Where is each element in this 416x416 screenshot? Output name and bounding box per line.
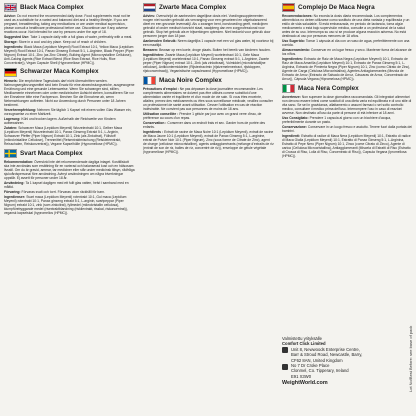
- ie-address-line: Clonmel, Co. Tipperary, Ireland: [291, 368, 349, 374]
- storage-block: Lagerung:Kühl und trocken lagern. Außerhalb der Reichweite von Kindern aufbewahren.: [4, 116, 116, 126]
- storage-block: Conservazione:Conservare in un luogo fresco e asciutto. Tenere fuori dalla portata dei bambini.: [282, 125, 412, 134]
- section-title: Maca Nera Complex: [298, 84, 359, 92]
- ingredients-block: Zutaten:Schwarzer Maca (Lepidium Meyenii) Wurzelextrakt 10:1, Gelber Maca (Lepidium Meyenii) Wurzelextrakt 10:1, Panax Ginseng Extrakt 5:1, L-Arginin, Schwarzer Pfeffer (Piper Nigrum) Extrakt 10:1, Zink (als Zinkcitrat), Füllstoff (mikrokristalline Cellulose), Trennmittel (Reisextraktmischung (Reiskleieextrakt, Reisschalen, Reiskonzentrat)), Vegane Kapselhülle (Hypromellose (HPMC)).: [4, 125, 123, 147]
- section-header: [4, 68, 135, 77]
- advice-block: Rekommendation:Överskrid inte det rekommenderade dagliga intaget. Kosttillskott ska inte användas som ersättning för en varierad och balanserad kost och en hälsosam livsstil. Om du är gravid, ammar, tar mediciner eller står under medicinsk tillsyn, rådfråga sjukvårdspersonal före användning. Avbryt användningen om några biverkningar uppstår. Ej avsett för personer under 18 år.: [4, 160, 135, 181]
- section-de: [4, 68, 135, 146]
- ingredients-block: Ingredienti:Estratto di radice di Maca Nera (Lepidium Meyenii) 10:1, Estratto di radice di Maca Gialla (Lepidium Meyenii) 10:1, Estratto di Panax Ginseng 5:1, L-Arginina, Estratto di Pepe Nero (Piper Nigrum) 10:1, Zinco (come Citrato di Zinco), Agente di carica (Cellulosa Microcristallina), Antiagglomeranti (Miscela di Estratti di Riso (Estratto di Crusca di Riso, Lolla di Riso, Concentrato di Riso)), Capsula Vegana (Ipromellosa (HPMC)).: [282, 133, 411, 159]
- uk-marker-icon: [282, 347, 288, 353]
- section-header: [282, 3, 413, 12]
- section-es: [282, 3, 413, 81]
- france-flag-icon: [143, 76, 156, 85]
- uk-address-line: Barr & Stroud Road, Newcastle, Barry,: [291, 352, 363, 358]
- advice-block: Avvertenze:Non superare la dose giornaliera raccomandata. Gli integratori alimentari non devono essere intesi come sostituti di una dieta varia ed equilibrata e di uno stile di vita sano. Se sei in gravidanza, allattamento o assumi farmaci o sei sotto controllo medico, consultare il medico prima dell'uso. Interrompere l'uso in caso di reazioni avverse. Non destinato all'uso da parte di persone di età inferiore ai 18 anni.: [282, 95, 412, 116]
- ie-marker-icon: [282, 364, 288, 370]
- company-name: Comfort Click Limited: [282, 341, 326, 347]
- italy-flag-icon: [282, 84, 295, 93]
- ie-address-line: E91 X3W0: [291, 373, 312, 379]
- ingredients-block: Ingredientes:Extracto de Raíz de Maca Negra (Lepidium Meyenii) 10:1, Extracto de Raíz de Maca Amarilla (Lepidium Meyenii) 10:1, Extracto de Panax Ginseng 5:1, L-Arginina, Extracto de Pimienta Negra (Piper Nigrum) 10:1, Zinc (como Citrato de Zinc), Agente de Carga (Celulosa Microcristalina), Agentes Antiaglomerantes (Mezcla de Extracto de Arroz (Extracto de Salvado de Arroz, Cáscaras de Arroz, Concentrado de Arroz)), Cápsula Vegana (Hipromelosa (HPMC)).: [282, 56, 411, 82]
- suggested-use-block: Uso Sugerido:Tomar 1 cápsula al día con un vaso de agua, preferiblemente con una comida.: [282, 39, 410, 48]
- column-left: [4, 3, 135, 413]
- section-header: [143, 76, 274, 85]
- uk-address-line: Unit 8, Newwoods Enterprise Centre,: [291, 346, 360, 352]
- section-title: Schwarzer Maca Komplex: [20, 68, 99, 76]
- germany-flag-icon: [4, 68, 17, 77]
- lot-area: [376, 296, 416, 392]
- storage-block: Förvaring:Förvaras svalt och torrt. Förvaras utom räckhåll för barn.: [4, 190, 105, 195]
- ingredients-block: Ingredienser:Svart maca (Lepidium Meyenii) rotextrakt 10:1, Gul maca (Lepidium Meyenii) rotextrakt 10:1, Panax ginseng extrakt 5:1, L-arginin, svartpeppar (Piper Nigrum) extrakt 10:1, zink (som zinkcitrat), fyllmedel (mikrokristallin cellulosa), klumpförebyggande medel (risextraktblandning (riskliextrakt, risskal, riskoncentrat)), vegansk kapselskal (hypromellos (HPMC)).: [4, 194, 128, 216]
- advice-block: Advies:Overschrijd de aanbevolen dagelijkse dosis niet. Voedingssupplementen mogen niet worden gebruikt als vervanging voor een gevarieerd en uitgebalanceerd dieet en een gezonde levensstijl. Als u zwanger bent, borstvoeding geeft, medicijnen gebruikt of onder medisch toezicht staat, raadpleeg dan een zorgprofessional voor gebruik. Stop het gebruik als er bijwerkingen optreden. Niet bedoeld voor gebruik door personen jonger dan 18 jaar.: [143, 14, 271, 39]
- uk-flag-icon: [4, 3, 17, 12]
- uk-address-line: CF62 8AN, United Kingdom: [291, 357, 343, 363]
- section-title: Svart Maca Complex: [20, 149, 83, 157]
- spain-flag-icon: [282, 3, 295, 12]
- lot-number-text: Lot No/Best Before: see base of pack: [408, 325, 413, 392]
- suggested-use-block: Aanbevolen Gebruik:Neem dagelijks 1 capsule met een vol glas water, bij voorkeur bij een maaltijd.: [143, 39, 274, 48]
- section-gb: [4, 3, 135, 65]
- storage-block: Storage:Store in a cool and dry place. Keep out of reach of children.: [4, 39, 107, 44]
- advice-block: Précautions d'emploi :Ne pas dépasser la dose journalière recommandée. Les compléments alimentaires ne doivent pas être utilisés comme substitut d'une alimentation variée et équilibrée et d'un mode de vie sain. Si vous êtes enceinte, allaitez, prenez des médicaments ou êtes sous surveillance médicale, veuillez consulter un professionnel de santé avant utilisation. Cesser l'utilisation en cas de réaction indésirable. Ne convient pas aux personnes de moins de 18 ans.: [143, 87, 273, 112]
- advice-block: Hinweis:Die empfohlene Tagesdosis darf nicht überschritten werden. Nahrungsergänzungsmittel sind kein Ersatz für eine abwechslungsreiche, ausgewogene Ernährung und eine gesunde Lebensweise. Wenn Sie schwanger sind, stillen, Medikamente einnehmen oder unter medizinischer Aufsicht stehen, konsultieren Sie vor der Einnahme bitte eine Fachperson. Brechen Sie die Einnahme ab, wenn Nebenwirkungen auftreten. Nicht zur Anwendung durch Personen unter 18 Jahren bestimmt.: [4, 78, 135, 108]
- section-title: Complejo De Maca Negra: [298, 3, 375, 11]
- section-header: [282, 84, 413, 93]
- section-header: [4, 149, 135, 158]
- section-nl: [143, 3, 274, 73]
- advice-block: Recomendaciones:No exceda la dosis diaria recomendada. Los complementos alimenticios no deben utilizarse como sustituto de una dieta variada y equilibrada y un estilo de vida saludable. Si está embarazada, en periodo de lactancia, toma algún medicamento o está bajo supervisión médica, consulte a un profesional de la salud antes de su uso. Interrumpa su uso si se produce alguna reacción adversa. No está destinado al uso por personas menores de 18 años.: [282, 14, 410, 39]
- column-middle: [143, 3, 274, 413]
- made-for-label: Valmistettu yrityksälle: [282, 336, 322, 341]
- suggested-use-block: Suggested Use:Take 1 capsule daily with a full glass of water, preferably with a meal.: [4, 35, 133, 40]
- storage-block: Almacenamiento:Conservar en un lugar fresco y seco. Mantener fuera del alcance de los niños.: [282, 47, 412, 57]
- section-se: [4, 149, 135, 215]
- netherlands-flag-icon: [143, 3, 156, 12]
- section-it: [282, 84, 413, 158]
- section-title: Maca Noire Complex: [159, 76, 222, 84]
- website-link[interactable]: WeightWorld.com: [282, 380, 328, 387]
- suggested-use-block: Uso Consigliato:Prendere 1 capsula al giorno con un bicchiere d'acqua, preferibilmente durante un pasto.: [282, 116, 392, 125]
- section-header: [143, 3, 274, 12]
- section-fr: [143, 76, 274, 154]
- ingredients-block: Ingrediënten:Zwarte Maca (Lepidium Meyenii) wortelextract 10:1, Gele Maca (Lepidium Meyenii) wortelextract 10:1, Panax Ginseng extract 5:1, L-Arginine, Zwarte peper (Piper Nigrum) extract 10:1, Zink (als zinkcitraat), Vulmiddel (microkristallijne cellulose), Antiklontermiddelen (Rijstextractmix (rijstzemelenextract, rijstdoppen, rijstconcentraat)), Veganistische capsulewand (Hypromellose (HPMC)).: [143, 52, 270, 73]
- storage-block: Conservation :Conserver dans un endroit frais et sec. Garder hors de portée des enfants.: [143, 121, 265, 130]
- suggested-use-block: Verzehrempfehlung:Nehmen Sie täglich 1 Kapsel mit einem vollen Glas Wasser ein, vorzugsweise zu einer Mahlzeit.: [4, 108, 132, 117]
- storage-block: Bewaren:Bewaar op een koele, droge plaats. Buiten het bereik van kinderen houden.: [143, 47, 271, 52]
- ingredients-block: Ingrédients :Extrait de racine de Maca Noire 10:1 (Lepidium Meyenii), extrait de racine de Maca Jaune 10:1 (Lepidium Meyenii), extrait de Panax Ginseng 5:1, L-arginine, extrait de Poivre Noir 10:1 (Piper Nigrum), Zinc (sous forme de Citrate de Zinc), agent de charge (cellulose microcristalline), agents antiagglomérants (mélange d'extraits de riz (extrait de son de riz, balles de riz, concentré de riz)), enveloppe de gélule végétale (hypromellose (HPMC)).: [143, 129, 274, 155]
- section-header: [4, 3, 135, 12]
- section-title: Zwarte Maca Complex: [159, 3, 227, 11]
- sweden-flag-icon: [4, 149, 17, 158]
- ie-address-line: No 7 Dr Croke Place: [291, 363, 330, 369]
- suggested-use-block: Utilisation conseillée :Prendre 1 gélule par jour avec un grand verre d'eau, de préférence au cours d'un repas.: [143, 112, 262, 121]
- advice-block: Advice:Do not exceed the recommended daily dose. Food supplements must not be used as a substitute for a varied and balanced diet and a healthy lifestyle. If you are pregnant, breastfeeding, taking any medications or are under medical supervision, please consult a healthcare professional before use. Discontinue use if any adverse reactions occur. Not intended for use by persons under the age of 18.: [4, 14, 131, 35]
- section-title: Black Maca Complex: [20, 3, 84, 11]
- suggested-use-block: Användning:Ta 1 kapsel dagligen med ett fullt glas vatten, helst i samband med en måltid.: [4, 181, 129, 190]
- ingredients-block: Ingredients:Black Maca (Lepidium Meyenii) Root Extract 10:1, Yellow Maca (Lepidium Meyenii) Root Extract 10:1, Panax Ginseng Extract 5:1, L-Arginine, Black Pepper (Piper Nigrum) Extract 10:1, Zinc (as Zinc Citrate), Bulking Agent (Microcrystalline Cellulose), Anti-Caking Agents (Rice Extract Blend (Rice Bran Extract, Rice Hulls, Rice Concentrate)), Vegan Capsule Shell (Hypromellose (HPMC)).: [4, 44, 134, 65]
